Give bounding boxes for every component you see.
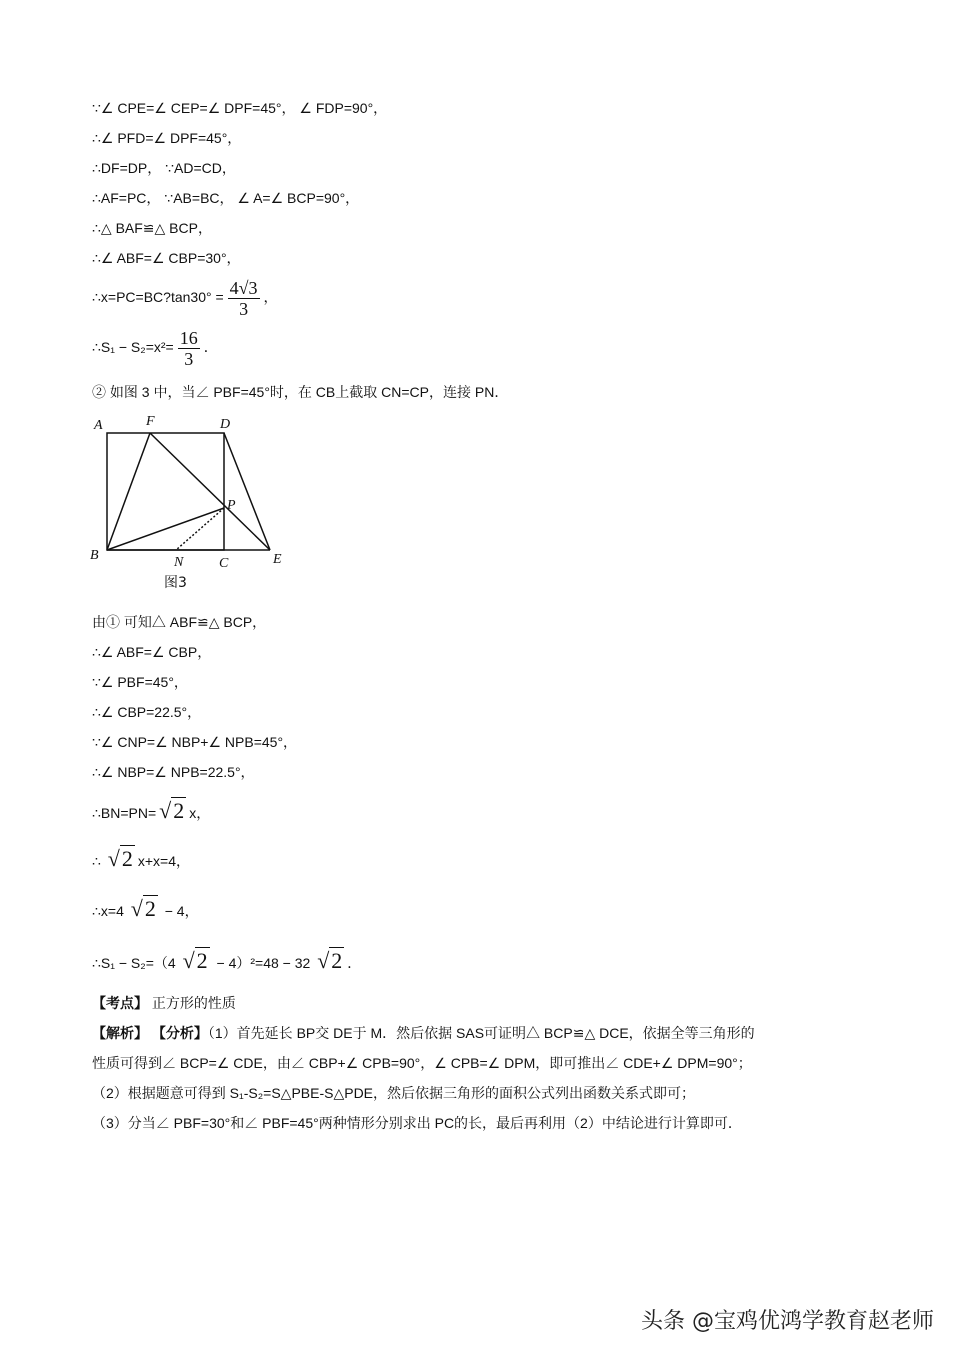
label-n: N (174, 555, 184, 570)
text: ∴x=PC=BC?tan30° = (92, 289, 224, 306)
line-bp (107, 508, 224, 550)
label-b: B (90, 548, 99, 563)
label-c: C (219, 556, 229, 571)
analysis-line: 性质可得到∠ BCP=∠ CDE，由∠ CBP+∠ CPB=90°，∠ CPB=∠ DPM，即可推出∠ CDE+∠ DPM=90°； (92, 1055, 752, 1071)
figure-caption: 图3 (164, 575, 187, 591)
fraction (178, 328, 200, 369)
line-bf (107, 433, 150, 550)
text: ． (347, 955, 362, 971)
proof-line: ∵∠ CNP=∠ NBP+∠ NPB=45°， (92, 734, 298, 750)
sqrt: √2 (159, 798, 185, 823)
numerator: 4√3 (229, 278, 258, 298)
text: ， (263, 289, 278, 306)
radicand: 2 (121, 846, 133, 871)
jiexi-label: 【解析】 (92, 1025, 148, 1041)
label-p: P (227, 498, 236, 513)
radicand: 2 (144, 896, 156, 921)
proof-line: ∴DF=DP， ∵AD=CD， (92, 160, 236, 176)
radicand: 2 (331, 948, 343, 973)
s-formula (92, 328, 218, 369)
fraction (228, 278, 260, 319)
analysis-text: （1）首先延长 BP交 DE于 M．然后依据 SAS可证明△ BCP≌△ DCE，依据全等三角形的 (207, 1025, 755, 1041)
sqrt-line (92, 798, 210, 824)
final-result-line (92, 948, 361, 974)
fenxi-label: 【分析】 (151, 1025, 208, 1041)
sqrt: √2 (107, 846, 133, 871)
sqrt: √2 (130, 896, 156, 921)
label-f: F (146, 414, 155, 429)
text: ∴x=4 (92, 903, 128, 919)
numerator: 16 (179, 328, 198, 348)
sqrt-line (92, 896, 199, 922)
denominator: 3 (184, 349, 194, 369)
proof-line: ∴∠ NBP=∠ NPB=22.5°， (92, 764, 255, 780)
analysis-line (92, 1023, 755, 1043)
text: ∴S₁ − S₂=（4 (92, 955, 180, 971)
proof-line: ∵∠ PBF=45°， (92, 674, 188, 690)
label-e: E (273, 552, 282, 567)
text: x， (189, 805, 211, 821)
text: ∴ (92, 853, 105, 869)
watermark: 头条 @宝鸡优鸿学教育赵老师 (641, 1309, 934, 1334)
square-abcd (107, 433, 224, 550)
proof-line: ∵∠ CPE=∠ CEP=∠ DPF=45°， ∠ FDP=90°， (92, 100, 388, 116)
proof-line: ∴∠ CBP=22.5°， (92, 704, 202, 720)
radicand: 2 (173, 798, 185, 823)
text: − 4， (160, 903, 199, 919)
sqrt-line (92, 846, 190, 872)
kaodian-text: 正方形的性质 (151, 995, 236, 1011)
proof-line: ∴∠ PFD=∠ DPF=45°， (92, 130, 242, 146)
line-pn-dotted (176, 508, 224, 550)
sqrt: √2 (317, 948, 343, 973)
analysis-line: （3）分当∠ PBF=30°和∠ PBF=45°两种情形分别求出 PC的长，最后再利用（2）中结论进行计算即可． (92, 1115, 742, 1131)
sqrt: √2 (182, 948, 208, 973)
line-de (224, 433, 270, 550)
line-fe (150, 433, 270, 550)
label-d: D (220, 417, 231, 432)
text: ∴S₁ − S₂=x²= (92, 339, 174, 356)
x-formula (92, 278, 278, 319)
label-a: A (94, 418, 103, 433)
analysis-line: （2）根据题意可得到 S₁-S₂=S△PBE-S△PDE，然后依据三角形的面积公式列出函数关系式即可； (92, 1085, 696, 1101)
denominator: 3 (239, 299, 249, 319)
proof-line: ∴∠ ABF=∠ CBP， (92, 644, 212, 660)
case-2-heading: ② 如图 3 中，当∠ PBF=45°时，在 CB上截取 CN=CP，连接 PN． (92, 384, 509, 400)
proof-line: ∴AF=PC， ∵AB=BC， ∠ A=∠ BCP=90°， (92, 190, 360, 206)
proof-line: ∴∠ ABF=∠ CBP=30°， (92, 250, 241, 266)
proof-line: ∴△ BAF≌△ BCP， (92, 220, 212, 236)
text: ∴BN=PN= (92, 805, 157, 821)
kaodian-label: 【考点】 (92, 995, 148, 1011)
radicand: 2 (196, 948, 208, 973)
geometry-figure-3 (86, 408, 296, 598)
kaodian-line (92, 993, 236, 1013)
text: ． (203, 339, 218, 356)
text: x+x=4， (137, 853, 191, 869)
text: − 4）²=48 − 32 (212, 955, 315, 971)
proof-line: 由① 可知△ ABF≌△ BCP， (92, 614, 267, 630)
